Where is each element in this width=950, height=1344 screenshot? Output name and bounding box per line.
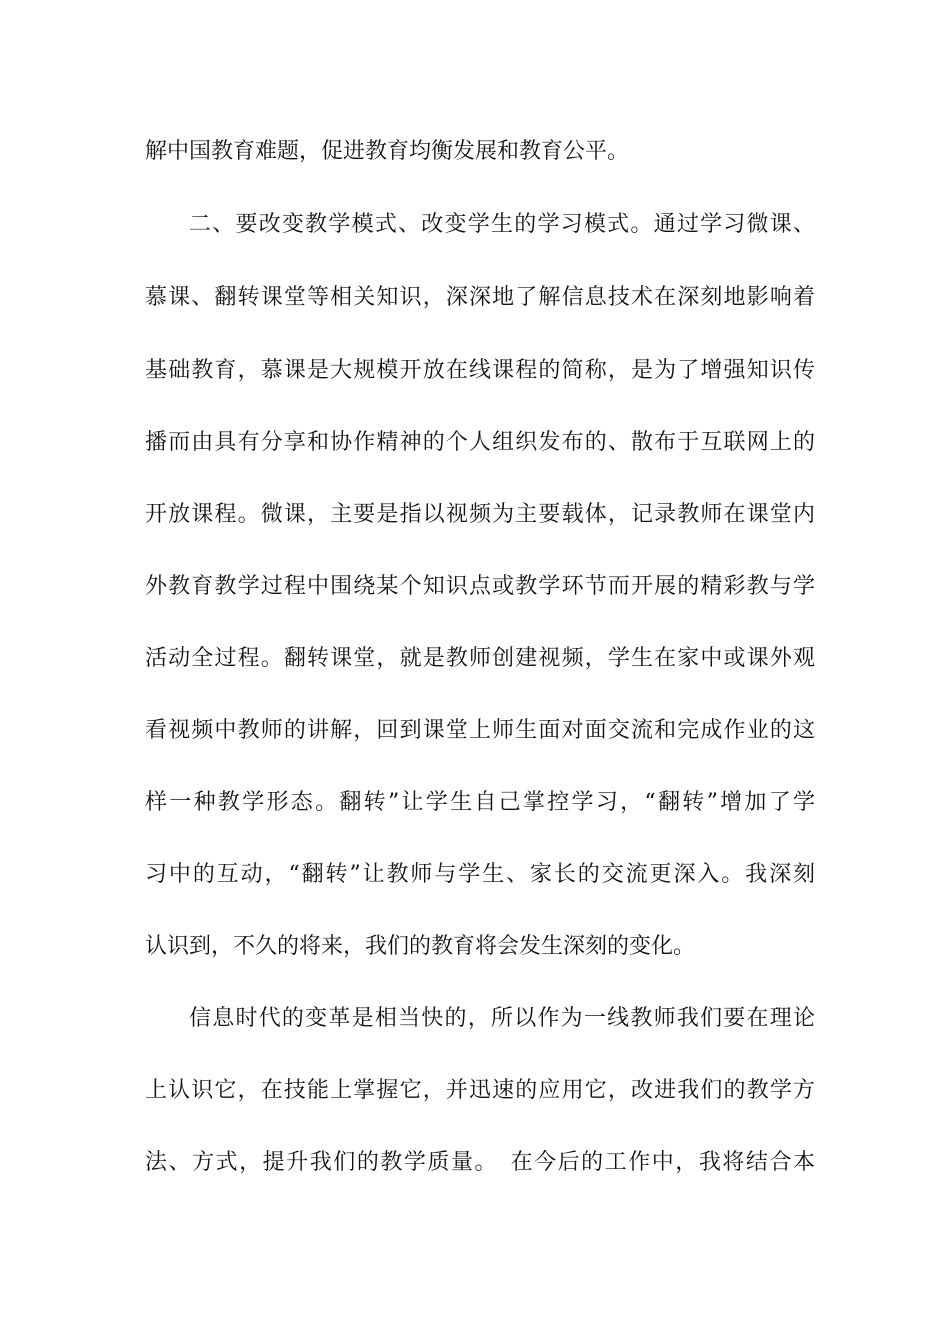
text-line: 播而由具有分享和协作精神的个人组织发布的、散布于互联网上的 xyxy=(145,430,815,455)
text-line: 二、要改变教学模式、改变学生的学习模式。通过学习微课、 xyxy=(189,212,815,237)
text-line: 解中国教育难题，促进教育均衡发展和教育公平。 xyxy=(145,139,630,164)
text-line: 样一种教学形态。翻转”让学生自己掌控学习，“翻转”增加了学 xyxy=(145,790,815,815)
text-line: 习中的互动，“翻转”让教师与学生、家长的交流更深入。我深刻 xyxy=(145,862,815,887)
text-line: 基础教育，慕课是大规模开放在线课程的简称，是为了增强知识传 xyxy=(145,358,815,383)
text-line: 活动全过程。翻转课堂，就是教师创建视频，学生在家中或课外观 xyxy=(145,646,815,671)
text-line: 开放课程。微课，主要是指以视频为主要载体，记录教师在课堂内 xyxy=(145,502,815,527)
text-line: 外教育教学过程中围绕某个知识点或教学环节而开展的精彩教与学 xyxy=(145,574,815,599)
text-line: 法、方式，提升我们的教学质量。 在今后的工作中，我将结合本 xyxy=(145,1150,815,1175)
text-line: 看视频中教师的讲解，回到课堂上师生面对面交流和完成作业的这 xyxy=(145,718,815,743)
text-line: 上认识它，在技能上掌握它，并迅速的应用它，改进我们的教学方 xyxy=(145,1078,815,1103)
text-line: 信息时代的变革是相当快的，所以作为一线教师我们要在理论 xyxy=(189,1006,815,1031)
text-line: 慕课、翻转课堂等相关知识，深深地了解信息技术在深刻地影响着 xyxy=(145,285,815,310)
text-line: 认识到，不久的将来，我们的教育将会发生深刻的变化。 xyxy=(145,934,696,959)
